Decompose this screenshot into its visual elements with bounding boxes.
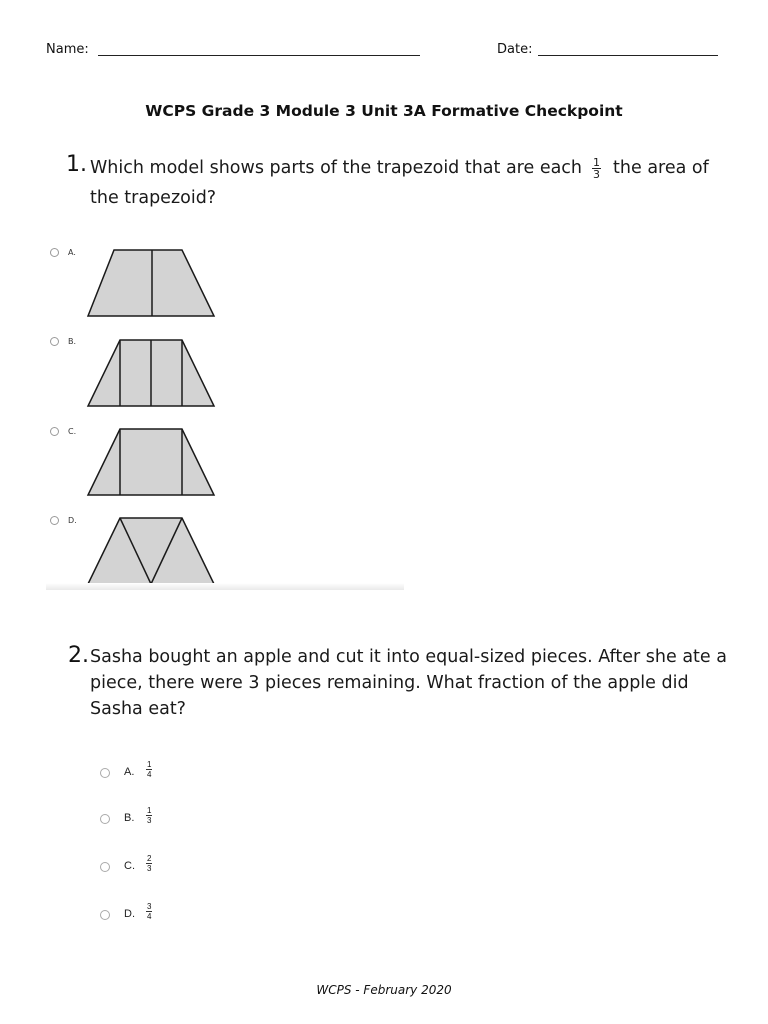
one-third-fraction bbox=[592, 157, 601, 180]
date-field-line[interactable] bbox=[538, 55, 718, 56]
fraction-numerator: 3 bbox=[147, 902, 152, 911]
option-a-fraction bbox=[146, 760, 152, 779]
option-c-radio[interactable] bbox=[50, 427, 59, 436]
option-a-shape[interactable] bbox=[86, 248, 218, 320]
question-1-options-image bbox=[46, 236, 404, 590]
image-bottom-edge bbox=[46, 583, 404, 590]
option-b-fraction bbox=[146, 806, 152, 825]
option-d-shape[interactable] bbox=[86, 516, 218, 588]
option-d-fraction bbox=[146, 902, 152, 921]
option-a-letter: A. bbox=[124, 766, 135, 778]
question-1-text bbox=[90, 153, 730, 213]
option-d-letter: D. bbox=[124, 908, 135, 920]
option-c-fraction bbox=[146, 854, 152, 873]
fraction-denominator: 3 bbox=[147, 864, 152, 873]
option-a-radio[interactable] bbox=[100, 768, 110, 778]
fraction-numerator: 1 bbox=[593, 155, 601, 169]
trapezoid-outline bbox=[88, 250, 214, 316]
question-2-number: 2. bbox=[68, 643, 89, 668]
question-2-text: Sasha bought an apple and cut it into equal-sized pieces. After she ate a piece, there were 3 pieces remaining. What fraction of the apple did Sasha eat? bbox=[90, 647, 727, 719]
page-title: WCPS Grade 3 Module 3 Unit 3A Formative Checkpoint bbox=[145, 102, 623, 120]
option-c-shape[interactable] bbox=[86, 427, 218, 499]
option-c-radio[interactable] bbox=[100, 862, 110, 872]
fraction-denominator: 3 bbox=[147, 816, 152, 825]
fraction-numerator: 1 bbox=[147, 760, 152, 769]
question-1-text-before: Which model shows parts of the trapezoid that are each bbox=[90, 158, 583, 178]
fraction-denominator: 4 bbox=[147, 770, 152, 779]
option-d-radio[interactable] bbox=[100, 910, 110, 920]
fraction-numerator: 2 bbox=[147, 854, 152, 863]
option-c-letter: C. bbox=[68, 427, 77, 436]
name-field-line[interactable] bbox=[98, 55, 420, 56]
fraction-numerator: 1 bbox=[147, 806, 152, 815]
option-b-letter: B. bbox=[68, 337, 77, 346]
option-b-shape[interactable] bbox=[86, 338, 218, 410]
fraction-denominator: 3 bbox=[593, 167, 601, 181]
date-label: Date: bbox=[497, 42, 533, 57]
option-d-letter: D. bbox=[68, 516, 77, 525]
question-1-text-after: the area of the trapezoid? bbox=[90, 158, 709, 208]
option-c-letter: C. bbox=[124, 860, 135, 872]
name-label: Name: bbox=[46, 42, 89, 57]
option-a-radio[interactable] bbox=[50, 248, 59, 257]
option-d-radio[interactable] bbox=[50, 516, 59, 525]
question-1-number: 1. bbox=[66, 152, 87, 177]
page-footer: WCPS - February 2020 bbox=[316, 983, 452, 997]
option-b-radio[interactable] bbox=[100, 814, 110, 824]
trapezoid-outline bbox=[88, 429, 214, 495]
header bbox=[46, 42, 718, 62]
option-b-letter: B. bbox=[124, 812, 135, 824]
fraction-denominator: 4 bbox=[147, 912, 152, 921]
option-a-letter: A. bbox=[68, 248, 76, 257]
trapezoid-outline bbox=[88, 518, 214, 584]
option-b-radio[interactable] bbox=[50, 337, 59, 346]
